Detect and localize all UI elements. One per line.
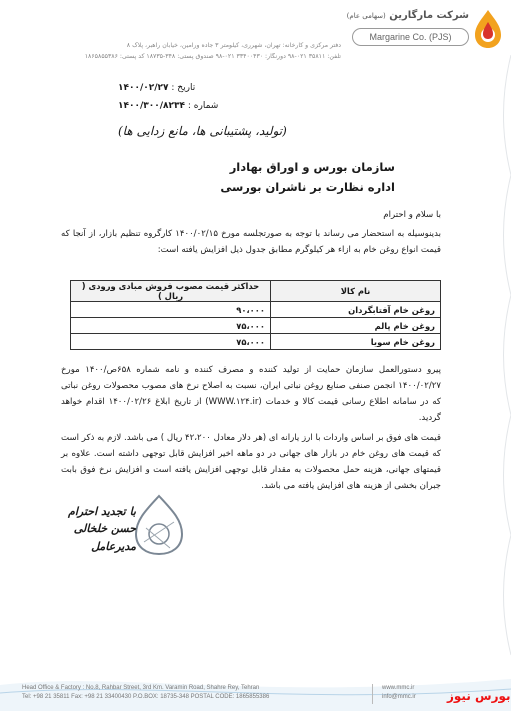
year-slogan: (تولید، پشتیبانی ها، مانع زدایی ها) [118, 124, 287, 138]
product-price: ۹۰،۰۰۰ [71, 302, 271, 318]
news-watermark: بورس نیوز [447, 689, 511, 703]
price-table [70, 280, 441, 350]
signatory-name: حسن خلخالی [73, 522, 136, 535]
letter-number: شماره : ۱۴۰۰/۳۰۰/۸۲۳۴ [118, 101, 219, 111]
column-header-price: حداکثر قیمت مصوب فروش مبادی ورودی ( ریال ) [71, 281, 271, 302]
table-row [71, 334, 441, 350]
footer-contact: Tel: +98 21 35811 Fax: +98 21 33400430 P.O.BOX: 18735-348 POSTAL CODE: 1865855386 [22, 694, 270, 700]
footer-address: Head Office & Factory : No.8, Rahbar Street, 3rd Km. Varamin Road, Shahre Rey, Tehran [22, 685, 260, 691]
product-name: روغن خام آفتابگردان [271, 302, 441, 318]
product-name: روغن خام پالم [271, 318, 441, 334]
table-row [71, 302, 441, 318]
footer-email: info@mmc.ir [382, 694, 416, 700]
product-price: ۷۵،۰۰۰ [71, 334, 271, 350]
paragraph-explanation: قیمت های فوق بر اساس واردات با ارز یارانه ای (هر دلار معادل ۴۲،۲۰۰ ریال ) می باشد. لازم به ذکر است که قیمت های روغن خام در بازار های جهانی در دو ماهه اخیر افزایش قابل توجهی داشته است. علاوه بر قیمتهای جهانی، هزینه حمل محصولات به مقدار قابل توجهی افزایش یافته است و افزایش نرخ فوق بابت جبران بخشی از هزینه های افزایش یافته می باشد. [61, 433, 441, 491]
intro-paragraph: بدینوسیله به استحضار می رساند با توجه به صورتجلسه مورخ ۱۴۰۰/۰۲/۱۵ کارگروه تنظیم بازار، از آنجا که قیمت انواع روغن خام به ازاء هر کیلوگرم مطابق جدول ذیل افزایش یافته است: [61, 229, 441, 255]
company-name-fa: شرکت مارگارین (سهامی عام) [346, 10, 469, 21]
column-header-name: نام کالا [271, 281, 441, 302]
paragraph-instruction: پیرو دستورالعمل سازمان حمایت از تولید کننده و مصرف کننده و نامه شماره ۶۵۸ص/۱۴۰۰ مورخ ۱۴۰۰/۰۲/۲۷ انجمن صنفی صنایع روغن نباتی ایران، نسبت به اصلاح نرخ های مصوب محصولات روغن نباتی که در سامانه اطلاع رسانی قیمت کالا و خدمات (WWW.۱۲۴.ir) از تاریخ ابلاغ ۱۴۰۰/۰۲/۲۶ اقدام خواهد گردید. [61, 365, 442, 423]
company-stamp-icon [130, 492, 188, 558]
greeting: با سلام و احترام [383, 210, 441, 220]
footer-wave-icon [0, 671, 511, 711]
signature-closing: با تجدید احترام [68, 505, 136, 518]
header-contact: تلفن: ۳۵۸۱۱ ۰۲۱-۹۸ دورنگار: ۳۳۴۰۰۴۳۰ ۰۲۱-۹۸ صندوق پستی: ۳۴۸-۱۸۷۳۵ کد پستی: ۱۸۶۵۸۵۵۳۸۶ [84, 53, 341, 60]
header-address: دفتر مرکزی و کارخانه: تهران، شهرری، کیلومتر ۳ جاده ورامین، خیابان راهبر، پلاک ۸ [126, 42, 341, 49]
table-row [71, 318, 441, 334]
footer-divider [372, 684, 373, 704]
product-name: روغن خام سویا [271, 334, 441, 350]
side-pattern-icon [499, 55, 511, 685]
signatory-title: مدیرعامل [91, 540, 136, 553]
recipient-line2: اداره نظارت بر ناشران بورسی [220, 180, 395, 194]
table-header-row [71, 281, 441, 302]
company-logo-icon [473, 8, 503, 50]
product-price: ۷۵،۰۰۰ [71, 318, 271, 334]
recipient-line1: سازمان بورس و اوراق بهادار [229, 160, 395, 174]
company-name-en: Margarine Co. (PJS) [352, 28, 469, 46]
letter-date: تاریخ : ۱۴۰۰/۰۲/۲۷ [118, 83, 196, 93]
footer-website: www.mmc.ir [382, 685, 415, 691]
